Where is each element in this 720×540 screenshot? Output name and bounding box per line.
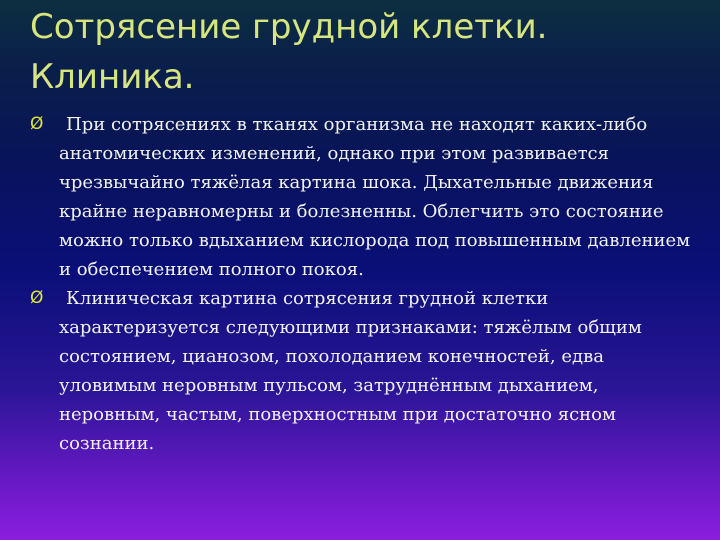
bullet-item-clinical-picture	[30, 284, 700, 458]
bullet-arrow-icon: Ø	[30, 114, 44, 134]
slide-title	[30, 2, 710, 102]
bullet-list	[30, 110, 700, 458]
title-line-2: Клиника.	[30, 57, 195, 97]
bullet-arrow-icon: Ø	[30, 288, 44, 308]
title-line-1: Сотрясение грудной клетки.	[30, 7, 548, 47]
bullet-text-clinical-picture: Клиническая картина сотрясения грудной клетки характеризуется следующими признаками: тяжёлым общим состоянием, цианозом, похолоданием конечностей, едва уловимым неровным пульсом, затруднённым дыханием, неровным, частым, поверхностным при достаточно ясном сознании.	[59, 288, 642, 454]
bullet-text-shock: При сотрясениях в тканях организма не находят каких-либо анатомических изменений, однако при этом развивается чрезвычайно тяжёлая картина шока. Дыхательные движения крайне неравномерны и болезненны. Облегчить это состояние можно только вдыханием кислорода под повышенным давлением и обеспечением полного покоя.	[59, 114, 691, 280]
bullet-item-shock	[30, 110, 700, 284]
